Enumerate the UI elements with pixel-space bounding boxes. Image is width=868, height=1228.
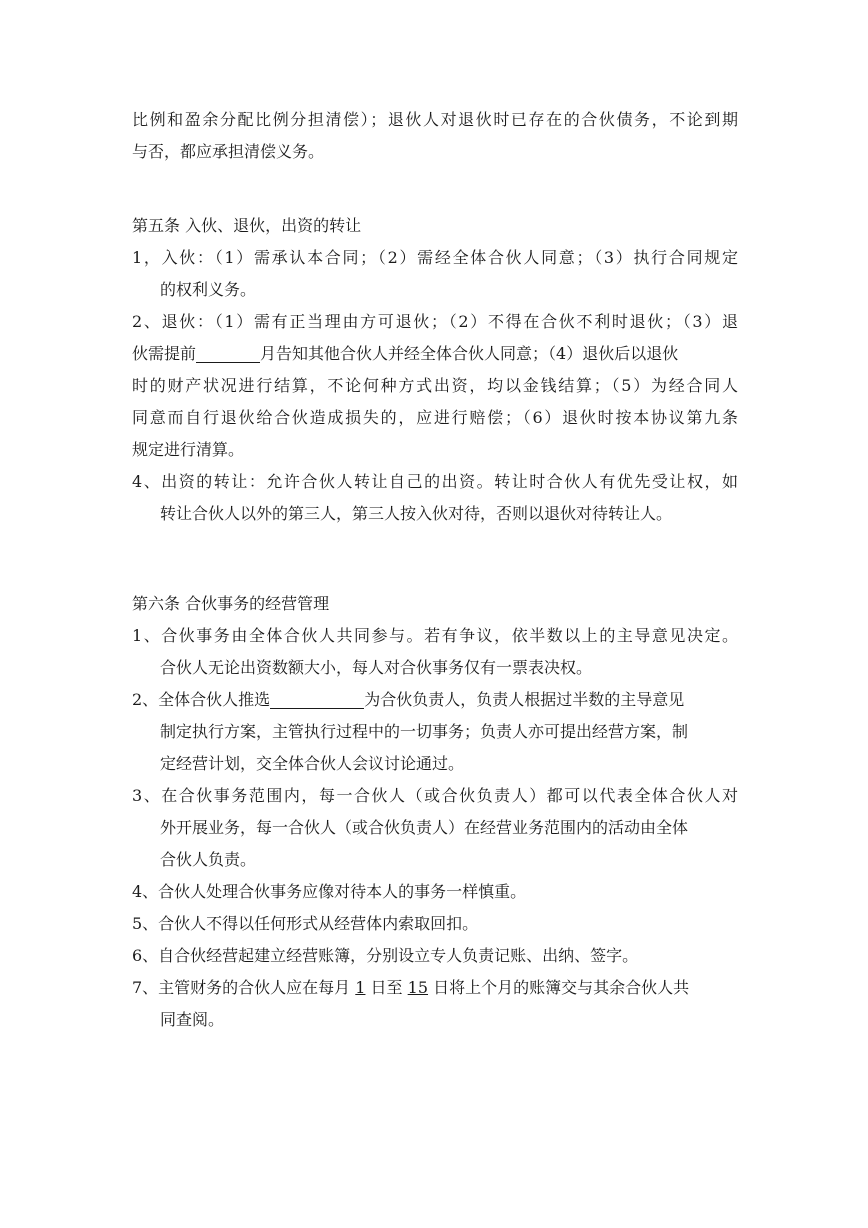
clause-text: 月告知其他合伙人并经全体合伙人同意；（4）退伙后以退伙 xyxy=(260,344,679,363)
text-line: 比例和盈余分配比例分担清偿）；退伙人对退伙时已存在的合伙债务，不论到期 xyxy=(132,110,738,129)
clause-line: 3、在合伙事务范围内，每一合伙人（或合伙负责人）都可以代表全体合伙人对 xyxy=(132,786,738,805)
clause-text: 日将上个月的账簿交与其余合伙人共 xyxy=(428,978,690,997)
clause-line: 同意而自行退伙给合伙造成损失的，应进行赔偿；（6）退伙时按本协议第九条 xyxy=(132,408,738,427)
clause-line: 1、合伙事务由全体合伙人共同参与。若有争议，依半数以上的主导意见决定。 xyxy=(132,626,738,645)
clause-line: 1，入伙：（1）需承认本合同；（2）需经全体合伙人同意；（3）执行合同规定 xyxy=(132,248,738,267)
clause-text: 日至 xyxy=(365,978,408,997)
clause-line: 制定执行方案，主管执行过程中的一切事务；负责人亦可提出经营方案，制 xyxy=(160,722,689,741)
clause-text: 7、主管财务的合伙人应在每月 xyxy=(132,978,356,997)
day-start-value: 1 xyxy=(355,978,366,997)
article-5 xyxy=(132,210,738,530)
clause-text: 为合伙负责人，负责人根据过半数的主导意见 xyxy=(364,690,685,709)
fill-in-blank xyxy=(196,344,260,363)
clause-line xyxy=(132,684,738,716)
clause-line: 2、退伙：（1）需有正当理由方可退伙；（2）不得在合伙不利时退伙；（3）退 xyxy=(132,312,738,331)
clause-line: 外开展业务，每一合伙人（或合伙负责人）在经营业务范围内的活动由全体 xyxy=(160,818,689,837)
clause-line: 规定进行清算。 xyxy=(132,440,245,459)
day-end-value: 15 xyxy=(407,978,429,997)
clause-line: 4、出资的转让：允许合伙人转让自己的出资。转让时合伙人有优先受让权，如 xyxy=(132,472,738,491)
clause-line: 合伙人负责。 xyxy=(160,850,257,869)
intro-paragraph xyxy=(132,104,738,168)
clause-line: 6、自合伙经营起建立经营账簿，分别设立专人负责记账、出纳、签字。 xyxy=(132,946,639,965)
clause-line: 时的财产状况进行结算，不论何种方式出资，均以金钱结算；（5）为经合同人 xyxy=(132,376,738,395)
clause-line: 同查阅。 xyxy=(160,1010,225,1029)
article-6 xyxy=(132,588,738,1036)
clause-line: 4、合伙人处理合伙事务应像对待本人的事务一样慎重。 xyxy=(132,882,527,901)
article-heading: 第六条 合伙事务的经营管理 xyxy=(132,594,330,613)
text-line: 与否，都应承担清偿义务。 xyxy=(132,142,325,161)
clause-line xyxy=(132,972,738,1004)
clause-line: 合伙人无论出资数额大小，每人对合伙事务仅有一票表决权。 xyxy=(160,658,593,677)
article-heading: 第五条 入伙、退伙，出资的转让 xyxy=(132,216,362,235)
clause-line: 转让合伙人以外的第三人，第三人按入伙对待，否则以退伙对待转让人。 xyxy=(160,504,673,523)
clause-line: 5、合伙人不得以任何形式从经营体内索取回扣。 xyxy=(132,914,479,933)
clause-text: 伙需提前 xyxy=(132,344,197,363)
clause-line: 定经营计划，交全体合伙人会议讨论通过。 xyxy=(160,754,465,773)
clause-line xyxy=(132,338,738,370)
clause-line: 的权利义务。 xyxy=(160,280,257,299)
clause-text: 2、全体合伙人推选 xyxy=(132,690,271,709)
fill-in-blank xyxy=(270,690,364,709)
